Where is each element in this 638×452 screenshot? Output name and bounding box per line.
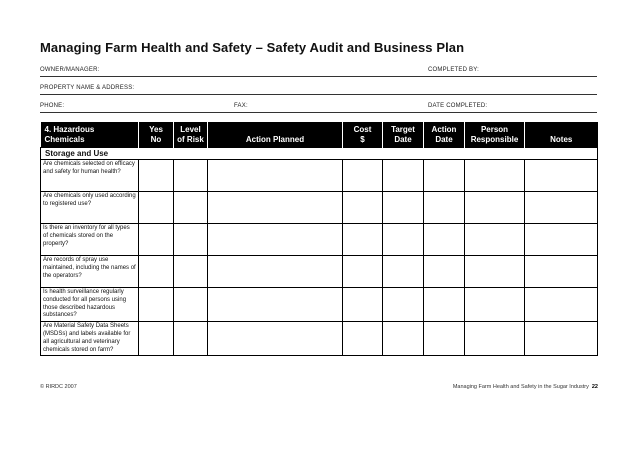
action-planned-cell[interactable] xyxy=(208,192,343,224)
row-question: Is there an inventory for all types of chemicals stored on the property? xyxy=(41,224,139,256)
contact-row xyxy=(40,98,597,113)
notes-cell[interactable] xyxy=(525,192,598,224)
action-planned-cell[interactable] xyxy=(208,256,343,288)
person-responsible-cell[interactable] xyxy=(465,322,525,356)
table-row xyxy=(41,224,598,256)
section-row xyxy=(41,148,598,160)
action-date-cell[interactable] xyxy=(424,224,465,256)
row-question: Are records of spray use maintained, including the names of the operators? xyxy=(41,256,139,288)
yes-no-cell[interactable] xyxy=(139,192,174,224)
target-date-cell[interactable] xyxy=(383,256,424,288)
action-planned-cell[interactable] xyxy=(208,224,343,256)
header-yes-no xyxy=(139,122,174,148)
yes-no-cell[interactable] xyxy=(139,256,174,288)
header-person-responsible xyxy=(465,122,525,148)
notes-cell[interactable] xyxy=(525,256,598,288)
header-cost-label: Cost xyxy=(353,125,372,134)
header-category: 4. Hazardous Chemicals xyxy=(41,122,139,148)
risk-cell[interactable] xyxy=(174,256,208,288)
notes-cell[interactable] xyxy=(525,160,598,192)
action-date-cell[interactable] xyxy=(424,256,465,288)
header-action-date xyxy=(424,122,465,148)
publication-footer xyxy=(453,384,598,390)
target-date-cell[interactable] xyxy=(383,192,424,224)
row-question: Are chemicals selected on efficacy and safety for human health? xyxy=(41,160,139,192)
table-row xyxy=(41,256,598,288)
risk-cell[interactable] xyxy=(174,224,208,256)
table-row xyxy=(41,160,598,192)
person-responsible-cell[interactable] xyxy=(465,288,525,322)
risk-cell[interactable] xyxy=(174,192,208,224)
action-planned-cell[interactable] xyxy=(208,288,343,322)
owner-label: OWNER/MANAGER: xyxy=(40,67,100,73)
property-row xyxy=(40,80,597,95)
target-date-cell[interactable] xyxy=(383,160,424,192)
cost-cell[interactable] xyxy=(343,224,383,256)
action-date-cell[interactable] xyxy=(424,322,465,356)
property-label: PROPERTY NAME & ADDRESS: xyxy=(40,85,135,91)
table-header-row xyxy=(41,122,598,148)
page-title: Managing Farm Health and Safety – Safety Audit and Business Plan xyxy=(40,40,465,55)
action-planned-cell[interactable] xyxy=(208,322,343,356)
page-number: 22 xyxy=(591,384,598,390)
cost-cell[interactable] xyxy=(343,288,383,322)
action-date-cell[interactable] xyxy=(424,160,465,192)
phone-label: PHONE: xyxy=(40,103,65,109)
header-level-of-risk xyxy=(174,122,208,148)
notes-cell[interactable] xyxy=(525,224,598,256)
cost-cell[interactable] xyxy=(343,322,383,356)
publication-title: Managing Farm Health and Safety in the Sugar Industry xyxy=(452,384,589,390)
owner-row xyxy=(40,62,597,77)
date-completed-label: DATE COMPLETED: xyxy=(428,103,488,109)
cost-cell[interactable] xyxy=(343,256,383,288)
notes-cell[interactable] xyxy=(525,288,598,322)
row-question: Is health surveillance regularly conducted for all persons using those described hazardous substances? xyxy=(41,288,139,322)
table-row xyxy=(41,192,598,224)
header-level: Level xyxy=(180,125,201,134)
header-no: No xyxy=(150,135,162,144)
header-person: Person xyxy=(480,125,509,134)
yes-no-cell[interactable] xyxy=(139,160,174,192)
header-yes: Yes xyxy=(149,125,163,134)
header-cost xyxy=(343,122,383,148)
person-responsible-cell[interactable] xyxy=(465,224,525,256)
action-date-cell[interactable] xyxy=(424,288,465,322)
row-question: Are Material Safety Data Sheets (MSDSs) and labels available for all agricultural and veterinary chemicals stored on farm? xyxy=(41,322,139,356)
completed-by-label: COMPLETED BY: xyxy=(428,67,479,73)
action-planned-cell[interactable] xyxy=(208,160,343,192)
header-target-date xyxy=(383,122,424,148)
table-row xyxy=(41,288,598,322)
target-date-cell[interactable] xyxy=(383,288,424,322)
action-date-cell[interactable] xyxy=(424,192,465,224)
person-responsible-cell[interactable] xyxy=(465,192,525,224)
person-responsible-cell[interactable] xyxy=(465,160,525,192)
header-action-date-label: Date xyxy=(435,135,453,144)
cost-cell[interactable] xyxy=(343,192,383,224)
header-dollar: $ xyxy=(360,135,365,144)
target-date-cell[interactable] xyxy=(383,322,424,356)
section-title: Storage and Use xyxy=(41,148,598,160)
header-action-planned: Action Planned xyxy=(208,122,343,148)
header-target: Target xyxy=(391,125,415,134)
person-responsible-cell[interactable] xyxy=(465,256,525,288)
row-question: Are chemicals only used according to registered use? xyxy=(41,192,139,224)
target-date-cell[interactable] xyxy=(383,224,424,256)
header-target-date-label: Date xyxy=(394,135,412,144)
header-responsible: Responsible xyxy=(470,135,519,144)
risk-cell[interactable] xyxy=(174,160,208,192)
risk-cell[interactable] xyxy=(174,288,208,322)
yes-no-cell[interactable] xyxy=(139,224,174,256)
table-row xyxy=(41,322,598,356)
notes-cell[interactable] xyxy=(525,322,598,356)
header-notes: Notes xyxy=(525,122,598,148)
header-of-risk: of Risk xyxy=(177,135,204,144)
header-action: Action xyxy=(431,125,457,134)
yes-no-cell[interactable] xyxy=(139,288,174,322)
copyright-footer: © RIRDC 2007 xyxy=(40,384,77,390)
fax-label: FAX: xyxy=(234,103,248,109)
audit-table xyxy=(40,122,598,356)
risk-cell[interactable] xyxy=(174,322,208,356)
yes-no-cell[interactable] xyxy=(139,322,174,356)
cost-cell[interactable] xyxy=(343,160,383,192)
